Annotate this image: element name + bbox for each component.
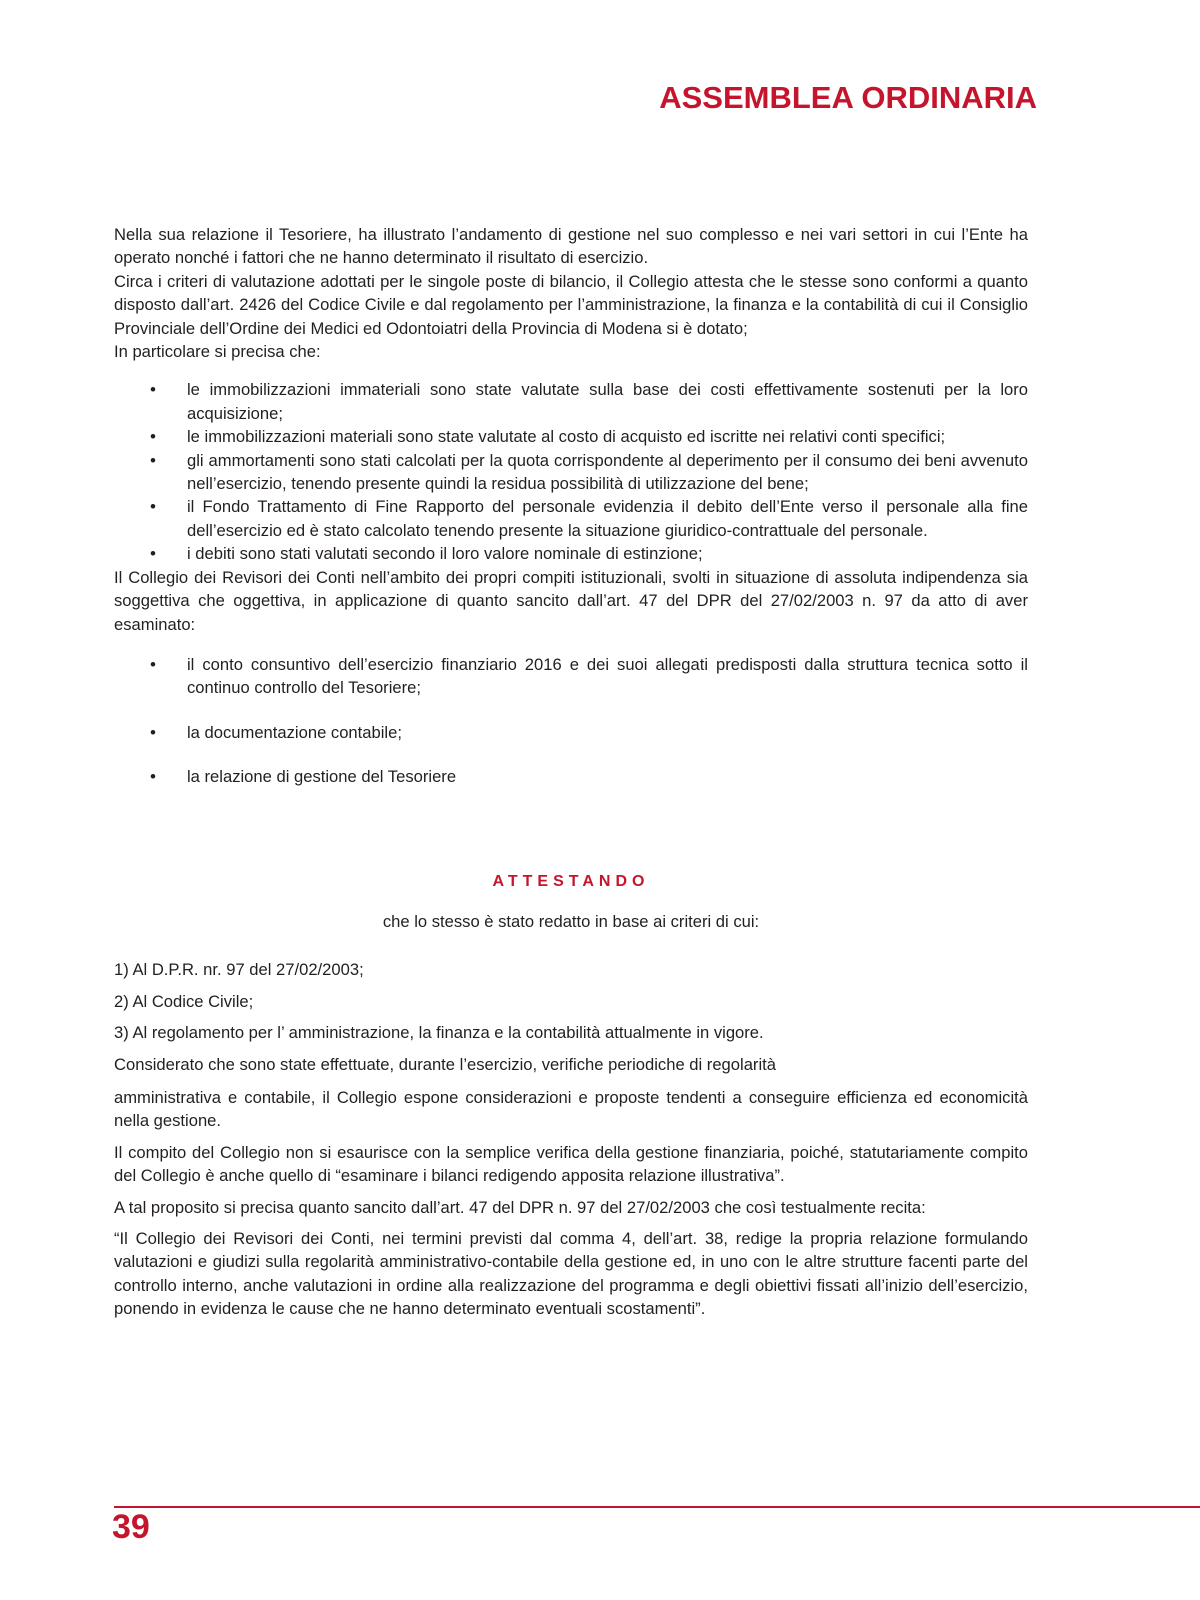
footer-divider — [114, 1506, 1200, 1508]
bullet-icon: • — [150, 380, 156, 400]
closing-paragraph-1: Considerato che sono state effettuate, durante l’esercizio, verifiche periodiche di regolarità — [114, 1054, 776, 1074]
list-item-text: le immobilizzazioni immateriali sono state valutate sulla base dei costi effettivamente sostenuti per la loro acquisizione; — [187, 380, 1028, 423]
list-item — [114, 425, 1028, 448]
list-item-text: la documentazione contabile; — [187, 722, 402, 742]
page-section-title: ASSEMBLEA ORDINARIA — [659, 80, 1037, 115]
bullet-icon: • — [150, 767, 156, 787]
list-item-text: i debiti sono stati valutati secondo il loro valore nominale di estinzione; — [187, 544, 703, 564]
numbered-item-3: 3) Al regolamento per l’ amministrazione, la finanza e la contabilità attualmente in vigore. — [114, 1023, 764, 1043]
list-item — [114, 542, 1028, 565]
closing-paragraph-2: amministrativa e contabile, il Collegio espone considerazioni e proposte tendenti a conseguire efficienza ed economicità nella gestione. — [114, 1087, 1028, 1131]
intro-paragraph-2: Circa i criteri di valutazione adottati per le singole poste di bilancio, il Collegio attesta che le stesse sono conformi a quanto disposto dall’art. 2426 del Codice Civile e dal regolamento per l’amministrazione, la finanza e la contabilità di cui il Consiglio Provinciale dell’Ordine dei Medici ed Odontoiatri della Provincia di Modena si è dotato; — [114, 271, 1028, 338]
examined-list — [114, 653, 1028, 789]
bullet-icon: • — [150, 544, 156, 564]
list-item — [114, 721, 1028, 744]
list-item — [114, 495, 1028, 542]
bullet-icon: • — [150, 427, 156, 447]
list-item-text: le immobilizzazioni materiali sono state valutate al costo di acquisto ed iscritte nei relativi conti specifici; — [187, 427, 946, 447]
bullet-icon: • — [150, 497, 156, 517]
list-item — [114, 378, 1028, 425]
intro-paragraph-1: Nella sua relazione il Tesoriere, ha illustrato l’andamento di gestione nel suo complesso e nei vari settori in cui l’Ente ha operato nonché i fattori che ne hanno determinato il risultato di esercizio. — [114, 225, 1028, 268]
numbered-item-2: 2) Al Codice Civile; — [114, 991, 254, 1011]
collegio-paragraph: Il Collegio dei Revisori dei Conti nell’ambito dei propri compiti istituzionali, svolti in situazione di assoluta indipendenza sia soggettiva che oggettiva, in applicazione di quanto sancito dall’art. 47 del DPR del 27/02/2003 n. 97 da atto di aver esaminato: — [114, 567, 1028, 634]
attestando-heading: ATTESTANDO — [492, 872, 650, 890]
criteria-list — [114, 378, 1028, 565]
closing-quote: “Il Collegio dei Revisori dei Conti, nei termini previsti dal comma 4, dell’art. 38, redige la propria relazione formulando valutazioni e giudizi sulla regolarità amministrativo-contabile della gestione ed, in uno con le altre strutture facenti parte del controllo interno, anche valutazioni in ordine alla realizzazione del programma e degli obiettivi fissati all’inizio dell’esercizio, ponendo in evidenza le cause che ne hanno determinato eventuali scostamenti”. — [114, 1229, 1028, 1319]
list-item-text: il Fondo Trattamento di Fine Rapporto del personale evidenzia il debito dell’Ente verso il personale alla fine dell’esercizio ed è stato calcolato tenendo presente la situazione giuridico-contrattuale del personale. — [187, 497, 1028, 540]
list-item — [114, 449, 1028, 496]
bullet-icon: • — [150, 722, 156, 742]
list-item — [114, 765, 1028, 788]
bullet-icon: • — [150, 654, 156, 674]
list-item-text: il conto consuntivo dell’esercizio finanziario 2016 e dei suoi allegati predisposti dalla struttura tecnica sotto il continuo controllo del Tesoriere; — [187, 654, 1028, 698]
list-item — [114, 653, 1028, 700]
page-number: 39 — [112, 1508, 150, 1546]
numbered-item-1: 1) Al D.P.R. nr. 97 del 27/02/2003; — [114, 960, 364, 980]
attestando-subtitle: che lo stesso è stato redatto in base ai criteri di cui: — [382, 911, 760, 931]
bullet-icon: • — [150, 450, 156, 470]
list-item-text: la relazione di gestione del Tesoriere — [187, 767, 457, 787]
closing-paragraph-3: Il compito del Collegio non si esaurisce con la semplice verifica della gestione finanziaria, poiché, statutariamente compito del Collegio è anche quello di “esaminare i bilanci redigendo apposita relazione illustrativa”. — [114, 1142, 1028, 1186]
intro-paragraph-3: In particolare si precisa che: — [114, 342, 321, 362]
closing-paragraph-4: A tal proposito si precisa quanto sancito dall’art. 47 del DPR n. 97 del 27/02/2003 che così testualmente recita: — [114, 1197, 926, 1217]
document-body — [114, 223, 1028, 1321]
list-item-text: gli ammortamenti sono stati calcolati per la quota corrispondente al deperimento per il consumo dei beni avvenuto nell’esercizio, tenendo presente quindi la residua possibilità di utilizzazione del bene; — [187, 450, 1028, 494]
